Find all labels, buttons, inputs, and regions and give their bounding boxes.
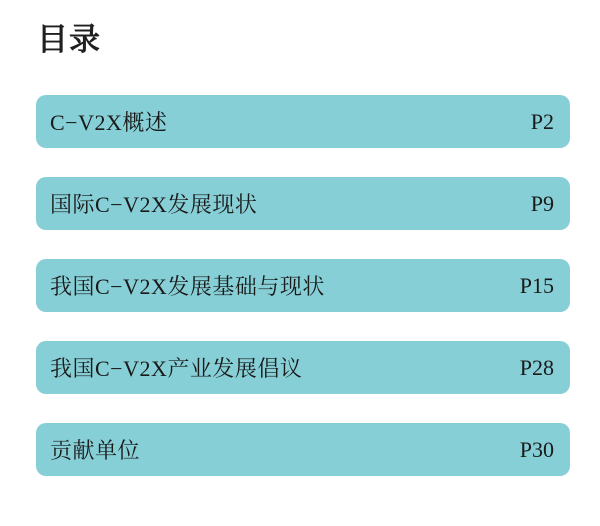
toc-entry-title: 我国C−V2X产业发展倡议 [50,356,303,381]
page-title: 目录 [37,22,101,57]
toc-entry-page-number: P30 [519,436,554,462]
toc-entry-title: 我国C−V2X发展基础与现状 [50,274,325,299]
toc-entry-title: C−V2X概述 [50,110,168,135]
toc-entry-international-status[interactable] [36,177,570,230]
toc-entry-overview[interactable] [36,95,570,148]
toc-entry-industry-proposal[interactable] [36,341,570,394]
toc-entry-page-number: P28 [519,354,554,380]
toc-entry-title: 贡献单位 [50,438,141,463]
toc-entry-page-number: P9 [530,190,554,216]
toc-list [36,95,570,476]
toc-entry-contributors[interactable] [36,423,570,476]
toc-entry-page-number: P15 [519,272,554,298]
toc-entry-title: 国际C−V2X发展现状 [50,192,258,217]
toc-entry-domestic-status[interactable] [36,259,570,312]
toc-entry-page-number: P2 [530,108,554,134]
